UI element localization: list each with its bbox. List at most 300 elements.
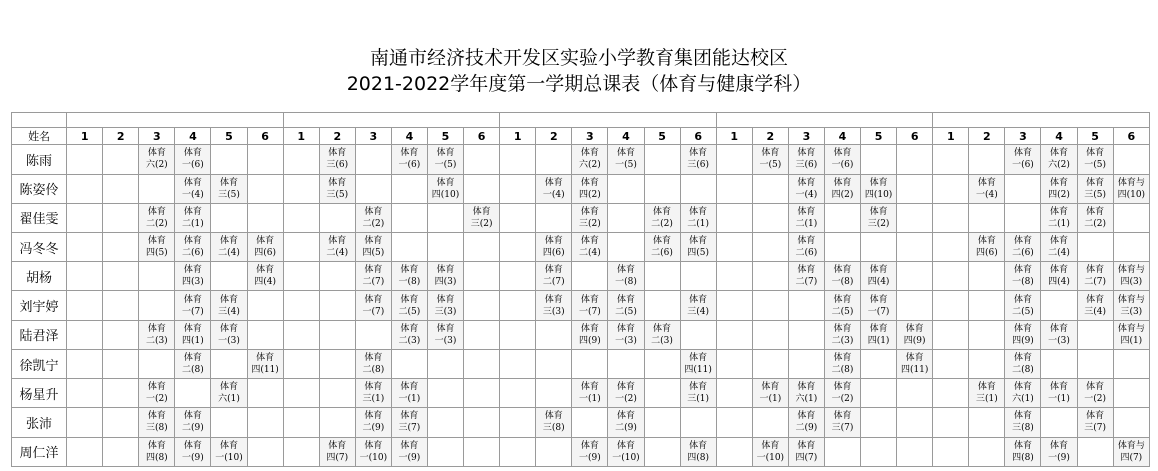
- subject-label: 体育: [147, 440, 166, 451]
- lesson-cell: [572, 174, 608, 203]
- teacher-row: [12, 408, 1150, 437]
- lesson-cell: [824, 408, 860, 437]
- day-header: [933, 113, 1150, 128]
- empty-cell: [752, 349, 788, 378]
- class-label: 二(5): [615, 306, 637, 317]
- empty-cell: [897, 379, 933, 408]
- empty-cell: [103, 408, 139, 437]
- lesson-cell: [536, 232, 572, 261]
- empty-cell: [897, 174, 933, 203]
- empty-cell: [247, 379, 283, 408]
- class-label: 三(7): [398, 423, 421, 434]
- subject-label: 体育: [1050, 440, 1069, 451]
- class-label: 一(4): [795, 189, 818, 200]
- empty-cell: [969, 145, 1005, 174]
- subject-label: 体育: [256, 236, 275, 247]
- period-header: 5: [427, 128, 463, 145]
- subject-label: 体育: [616, 382, 635, 393]
- lesson-cell: [680, 145, 716, 174]
- empty-cell: [283, 174, 319, 203]
- lesson-cell: [319, 232, 355, 261]
- lesson-cell: [824, 262, 860, 291]
- subject-label: 体育: [1013, 440, 1032, 451]
- empty-cell: [247, 437, 283, 466]
- empty-cell: [897, 437, 933, 466]
- lesson-cell: [644, 203, 680, 232]
- period-header: 4: [1041, 128, 1077, 145]
- class-label: 六(2): [1048, 160, 1070, 171]
- class-label: 四(10): [1117, 189, 1146, 200]
- subject-label: 体育: [689, 440, 708, 451]
- empty-cell: [67, 232, 103, 261]
- teacher-row: [12, 174, 1150, 203]
- class-label: 四(9): [579, 335, 601, 346]
- class-label: 四(1): [1120, 335, 1143, 346]
- empty-cell: [536, 320, 572, 349]
- empty-cell: [716, 349, 752, 378]
- class-label: 三(6): [687, 160, 710, 171]
- subject-label: 体育: [761, 440, 780, 451]
- empty-cell: [103, 174, 139, 203]
- class-label: 一(2): [615, 394, 637, 405]
- empty-cell: [500, 174, 536, 203]
- lesson-cell: [391, 291, 427, 320]
- lesson-cell: [1113, 437, 1149, 466]
- class-label: 一(10): [215, 452, 243, 463]
- subject-label: 体育: [544, 236, 563, 247]
- lesson-cell: [175, 145, 211, 174]
- name-column-header: 姓名: [12, 128, 67, 145]
- subject-label: 体育: [1013, 323, 1032, 334]
- lesson-cell: [1113, 262, 1149, 291]
- class-label: 六(1): [1012, 394, 1034, 405]
- subject-label: 体育: [183, 294, 202, 305]
- subject-label: 体育: [689, 148, 708, 159]
- class-label: 三(3): [1120, 306, 1143, 317]
- lesson-cell: [680, 437, 716, 466]
- empty-cell: [464, 408, 500, 437]
- teacher-name: 胡杨: [12, 262, 67, 291]
- empty-cell: [103, 145, 139, 174]
- empty-cell: [716, 203, 752, 232]
- empty-cell: [716, 262, 752, 291]
- subject-label: 体育: [328, 236, 347, 247]
- lesson-cell: [536, 174, 572, 203]
- empty-cell: [897, 232, 933, 261]
- empty-cell: [1005, 174, 1041, 203]
- subject-label: 体育: [689, 236, 708, 247]
- lesson-cell: [1005, 320, 1041, 349]
- class-label: 三(3): [434, 306, 457, 317]
- lesson-cell: [319, 174, 355, 203]
- subject-label: 体育: [1013, 382, 1032, 393]
- subject-label: 体育: [1050, 382, 1069, 393]
- lesson-cell: [788, 379, 824, 408]
- subject-label: 体育: [689, 206, 708, 217]
- subject-label: 体育: [797, 148, 816, 159]
- subject-label: 体育: [256, 353, 275, 364]
- teacher-name: 冯冬冬: [12, 232, 67, 261]
- subject-label: 体育: [1050, 265, 1069, 276]
- page-title: 南通市经济技术开发区实验小学教育集团能达校区: [369, 47, 788, 69]
- teacher-row: [12, 379, 1150, 408]
- empty-cell: [464, 349, 500, 378]
- empty-cell: [391, 349, 427, 378]
- empty-cell: [572, 408, 608, 437]
- lesson-cell: [1005, 232, 1041, 261]
- empty-cell: [716, 145, 752, 174]
- empty-cell: [1077, 349, 1113, 378]
- empty-cell: [500, 320, 536, 349]
- empty-cell: [1077, 320, 1113, 349]
- lesson-cell: [1041, 203, 1077, 232]
- class-label: 一(1): [579, 394, 601, 405]
- class-label: 六(2): [579, 160, 601, 171]
- subject-label: 体育: [219, 236, 238, 247]
- class-label: 一(2): [145, 394, 168, 405]
- lesson-cell: [536, 262, 572, 291]
- subject-label: 体育: [797, 206, 816, 217]
- class-label: 二(4): [1048, 248, 1070, 259]
- subject-label: 体育: [869, 177, 888, 188]
- empty-cell: [283, 349, 319, 378]
- empty-cell: [716, 174, 752, 203]
- empty-cell: [536, 379, 572, 408]
- empty-cell: [464, 232, 500, 261]
- subject-label: 体育: [869, 323, 888, 334]
- class-label: 一(4): [542, 189, 565, 200]
- empty-cell: [247, 203, 283, 232]
- lesson-cell: [861, 262, 897, 291]
- subject-label: 体育: [869, 206, 888, 217]
- empty-cell: [644, 437, 680, 466]
- teacher-name: 张沛: [12, 408, 67, 437]
- class-label: 一(1): [398, 394, 421, 405]
- subject-label: 体育: [364, 382, 383, 393]
- class-label: 一(7): [362, 306, 385, 317]
- class-label: 三(4): [687, 306, 710, 317]
- empty-cell: [427, 379, 463, 408]
- subject-label: 体育: [616, 440, 635, 451]
- teacher-name: 刘宇婷: [12, 291, 67, 320]
- teacher-name: 陈姿伶: [12, 174, 67, 203]
- class-label: 二(2): [145, 218, 168, 229]
- subject-label: 体育: [833, 265, 852, 276]
- empty-cell: [103, 203, 139, 232]
- class-label: 二(6): [182, 248, 204, 259]
- empty-cell: [788, 349, 824, 378]
- subject-label: 体育: [616, 265, 635, 276]
- subject-label: 体育: [544, 294, 563, 305]
- empty-cell: [500, 349, 536, 378]
- empty-cell: [933, 291, 969, 320]
- empty-cell: [391, 174, 427, 203]
- lesson-cell: [572, 232, 608, 261]
- class-label: 一(9): [579, 452, 601, 463]
- lesson-cell: [1077, 145, 1113, 174]
- subject-label: 体育: [364, 353, 383, 364]
- class-label: 四(6): [254, 248, 276, 259]
- empty-cell: [103, 437, 139, 466]
- subject-label: 体育: [689, 382, 708, 393]
- lesson-cell: [861, 203, 897, 232]
- class-label: 一(6): [398, 160, 421, 171]
- class-label: 六(2): [145, 160, 168, 171]
- class-label: 二(5): [1012, 306, 1034, 317]
- empty-cell: [500, 203, 536, 232]
- subject-label: 体育: [833, 323, 852, 334]
- subject-label: 体育: [1013, 294, 1032, 305]
- lesson-cell: [391, 262, 427, 291]
- teacher-row: [12, 291, 1150, 320]
- subject-label: 体育: [436, 177, 455, 188]
- period-header: 5: [861, 128, 897, 145]
- class-label: 二(8): [831, 365, 854, 376]
- empty-cell: [283, 145, 319, 174]
- lesson-cell: [824, 291, 860, 320]
- class-label: 四(10): [431, 189, 460, 200]
- empty-cell: [716, 379, 752, 408]
- class-label: 四(5): [362, 248, 385, 259]
- period-header: 3: [139, 128, 175, 145]
- lesson-cell: [355, 349, 391, 378]
- period-header: 1: [500, 128, 536, 145]
- empty-cell: [861, 437, 897, 466]
- period-header: 6: [247, 128, 283, 145]
- subject-label: 体育: [616, 148, 635, 159]
- class-label: 三(2): [470, 218, 493, 229]
- class-label: 一(8): [831, 277, 854, 288]
- subject-label: 体育与: [1117, 177, 1145, 188]
- empty-cell: [897, 203, 933, 232]
- empty-cell: [319, 379, 355, 408]
- lesson-cell: [788, 203, 824, 232]
- subject-label: 体育: [364, 411, 383, 422]
- class-label: 四(7): [795, 452, 818, 463]
- empty-cell: [752, 174, 788, 203]
- lesson-cell: [175, 262, 211, 291]
- subject-label: 体育与: [1117, 294, 1145, 305]
- subject-label: 体育: [147, 148, 166, 159]
- lesson-cell: [572, 203, 608, 232]
- lesson-cell: [1005, 349, 1041, 378]
- subject-label: 体育: [580, 236, 599, 247]
- lesson-cell: [1005, 291, 1041, 320]
- empty-cell: [933, 349, 969, 378]
- empty-cell: [716, 291, 752, 320]
- empty-cell: [139, 262, 175, 291]
- empty-cell: [211, 408, 247, 437]
- empty-cell: [67, 174, 103, 203]
- empty-cell: [211, 203, 247, 232]
- empty-cell: [897, 291, 933, 320]
- lesson-cell: [427, 262, 463, 291]
- empty-cell: [969, 349, 1005, 378]
- subject-label: 体育: [869, 294, 888, 305]
- subject-label: 体育: [183, 236, 202, 247]
- empty-cell: [211, 262, 247, 291]
- empty-cell: [644, 408, 680, 437]
- lesson-cell: [1041, 262, 1077, 291]
- class-label: 四(6): [542, 248, 565, 259]
- lesson-cell: [752, 437, 788, 466]
- lesson-cell: [175, 203, 211, 232]
- empty-cell: [103, 291, 139, 320]
- period-header: 6: [464, 128, 500, 145]
- lesson-cell: [788, 262, 824, 291]
- teacher-row: [12, 262, 1150, 291]
- class-label: 四(11): [684, 365, 712, 376]
- empty-cell: [319, 203, 355, 232]
- class-label: 一(1): [759, 394, 782, 405]
- class-label: 一(5): [1084, 160, 1106, 171]
- empty-cell: [861, 232, 897, 261]
- subject-label: 体育: [436, 148, 455, 159]
- period-header: 2: [536, 128, 572, 145]
- empty-cell: [933, 408, 969, 437]
- empty-cell: [283, 379, 319, 408]
- class-label: 四(5): [145, 248, 168, 259]
- subject-label: 体育: [797, 382, 816, 393]
- teacher-row: [12, 203, 1150, 232]
- class-label: 一(5): [434, 160, 457, 171]
- subject-label: 体育: [544, 411, 563, 422]
- empty-cell: [319, 262, 355, 291]
- lesson-cell: [464, 203, 500, 232]
- subject-label: 体育: [147, 323, 166, 334]
- empty-cell: [67, 379, 103, 408]
- empty-cell: [680, 174, 716, 203]
- subject-label: 体育: [147, 236, 166, 247]
- class-label: 四(11): [900, 365, 929, 376]
- empty-cell: [247, 408, 283, 437]
- lesson-cell: [861, 174, 897, 203]
- empty-cell: [103, 232, 139, 261]
- empty-cell: [103, 262, 139, 291]
- subject-label: 体育: [869, 265, 888, 276]
- subject-label: 体育: [400, 411, 419, 422]
- lesson-cell: [1113, 174, 1149, 203]
- teacher-row: [12, 320, 1150, 349]
- lesson-cell: [391, 379, 427, 408]
- empty-cell: [716, 320, 752, 349]
- empty-cell: [67, 145, 103, 174]
- empty-cell: [67, 408, 103, 437]
- subject-label: 体育: [653, 206, 672, 217]
- lesson-cell: [608, 320, 644, 349]
- class-label: 二(1): [1048, 218, 1070, 229]
- lesson-cell: [861, 291, 897, 320]
- subject-label: 体育: [797, 440, 816, 451]
- lesson-cell: [1077, 408, 1113, 437]
- empty-cell: [933, 379, 969, 408]
- class-label: 三(5): [326, 189, 349, 200]
- empty-cell: [969, 203, 1005, 232]
- empty-cell: [969, 320, 1005, 349]
- empty-cell: [608, 203, 644, 232]
- class-label: 一(8): [1012, 277, 1034, 288]
- lesson-cell: [1041, 437, 1077, 466]
- lesson-cell: [1041, 320, 1077, 349]
- lesson-cell: [391, 145, 427, 174]
- subject-label: 体育: [580, 206, 599, 217]
- empty-cell: [680, 262, 716, 291]
- empty-cell: [355, 145, 391, 174]
- class-label: 二(6): [1012, 248, 1034, 259]
- class-label: 二(6): [795, 248, 818, 259]
- class-label: 三(4): [1084, 306, 1106, 317]
- lesson-cell: [608, 379, 644, 408]
- lesson-cell: [211, 437, 247, 466]
- subject-label: 体育: [616, 411, 635, 422]
- class-label: 三(5): [218, 189, 240, 200]
- empty-cell: [211, 349, 247, 378]
- empty-cell: [464, 379, 500, 408]
- lesson-cell: [788, 437, 824, 466]
- subject-label: 体育: [977, 177, 996, 188]
- empty-cell: [969, 262, 1005, 291]
- subject-label: 体育: [761, 148, 780, 159]
- empty-cell: [283, 262, 319, 291]
- class-label: 三(3): [542, 306, 565, 317]
- subject-label: 体育: [400, 148, 419, 159]
- empty-cell: [536, 349, 572, 378]
- empty-cell: [103, 320, 139, 349]
- subject-label: 体育: [183, 353, 202, 364]
- subject-label: 体育: [436, 265, 455, 276]
- class-label: 四(10): [864, 189, 893, 200]
- period-header: 1: [67, 128, 103, 145]
- empty-cell: [355, 320, 391, 349]
- subject-label: 体育: [580, 382, 599, 393]
- lesson-cell: [355, 379, 391, 408]
- class-label: 二(9): [182, 423, 204, 434]
- empty-cell: [716, 232, 752, 261]
- class-label: 二(4): [218, 248, 240, 259]
- subject-label: 体育: [797, 411, 816, 422]
- empty-cell: [464, 320, 500, 349]
- class-label: 四(11): [251, 365, 279, 376]
- class-label: 三(1): [362, 394, 385, 405]
- subject-label: 体育: [1050, 148, 1069, 159]
- lesson-cell: [788, 232, 824, 261]
- corner-cell: [12, 113, 67, 128]
- lesson-cell: [247, 232, 283, 261]
- class-label: 一(7): [182, 306, 204, 317]
- subject-label: 体育: [400, 294, 419, 305]
- period-header: 1: [716, 128, 752, 145]
- subject-label: 体育: [400, 265, 419, 276]
- lesson-cell: [824, 320, 860, 349]
- period-header: 4: [175, 128, 211, 145]
- empty-cell: [536, 145, 572, 174]
- lesson-cell: [861, 320, 897, 349]
- lesson-cell: [211, 291, 247, 320]
- period-header: 3: [1005, 128, 1041, 145]
- subject-label: 体育: [833, 382, 852, 393]
- class-label: 二(7): [362, 277, 385, 288]
- lesson-cell: [175, 232, 211, 261]
- lesson-cell: [427, 320, 463, 349]
- lesson-cell: [175, 320, 211, 349]
- subject-label: 体育: [1013, 236, 1032, 247]
- empty-cell: [1041, 349, 1077, 378]
- period-header: 1: [283, 128, 319, 145]
- empty-cell: [139, 291, 175, 320]
- class-label: 二(2): [362, 218, 385, 229]
- lesson-cell: [824, 174, 860, 203]
- lesson-cell: [427, 145, 463, 174]
